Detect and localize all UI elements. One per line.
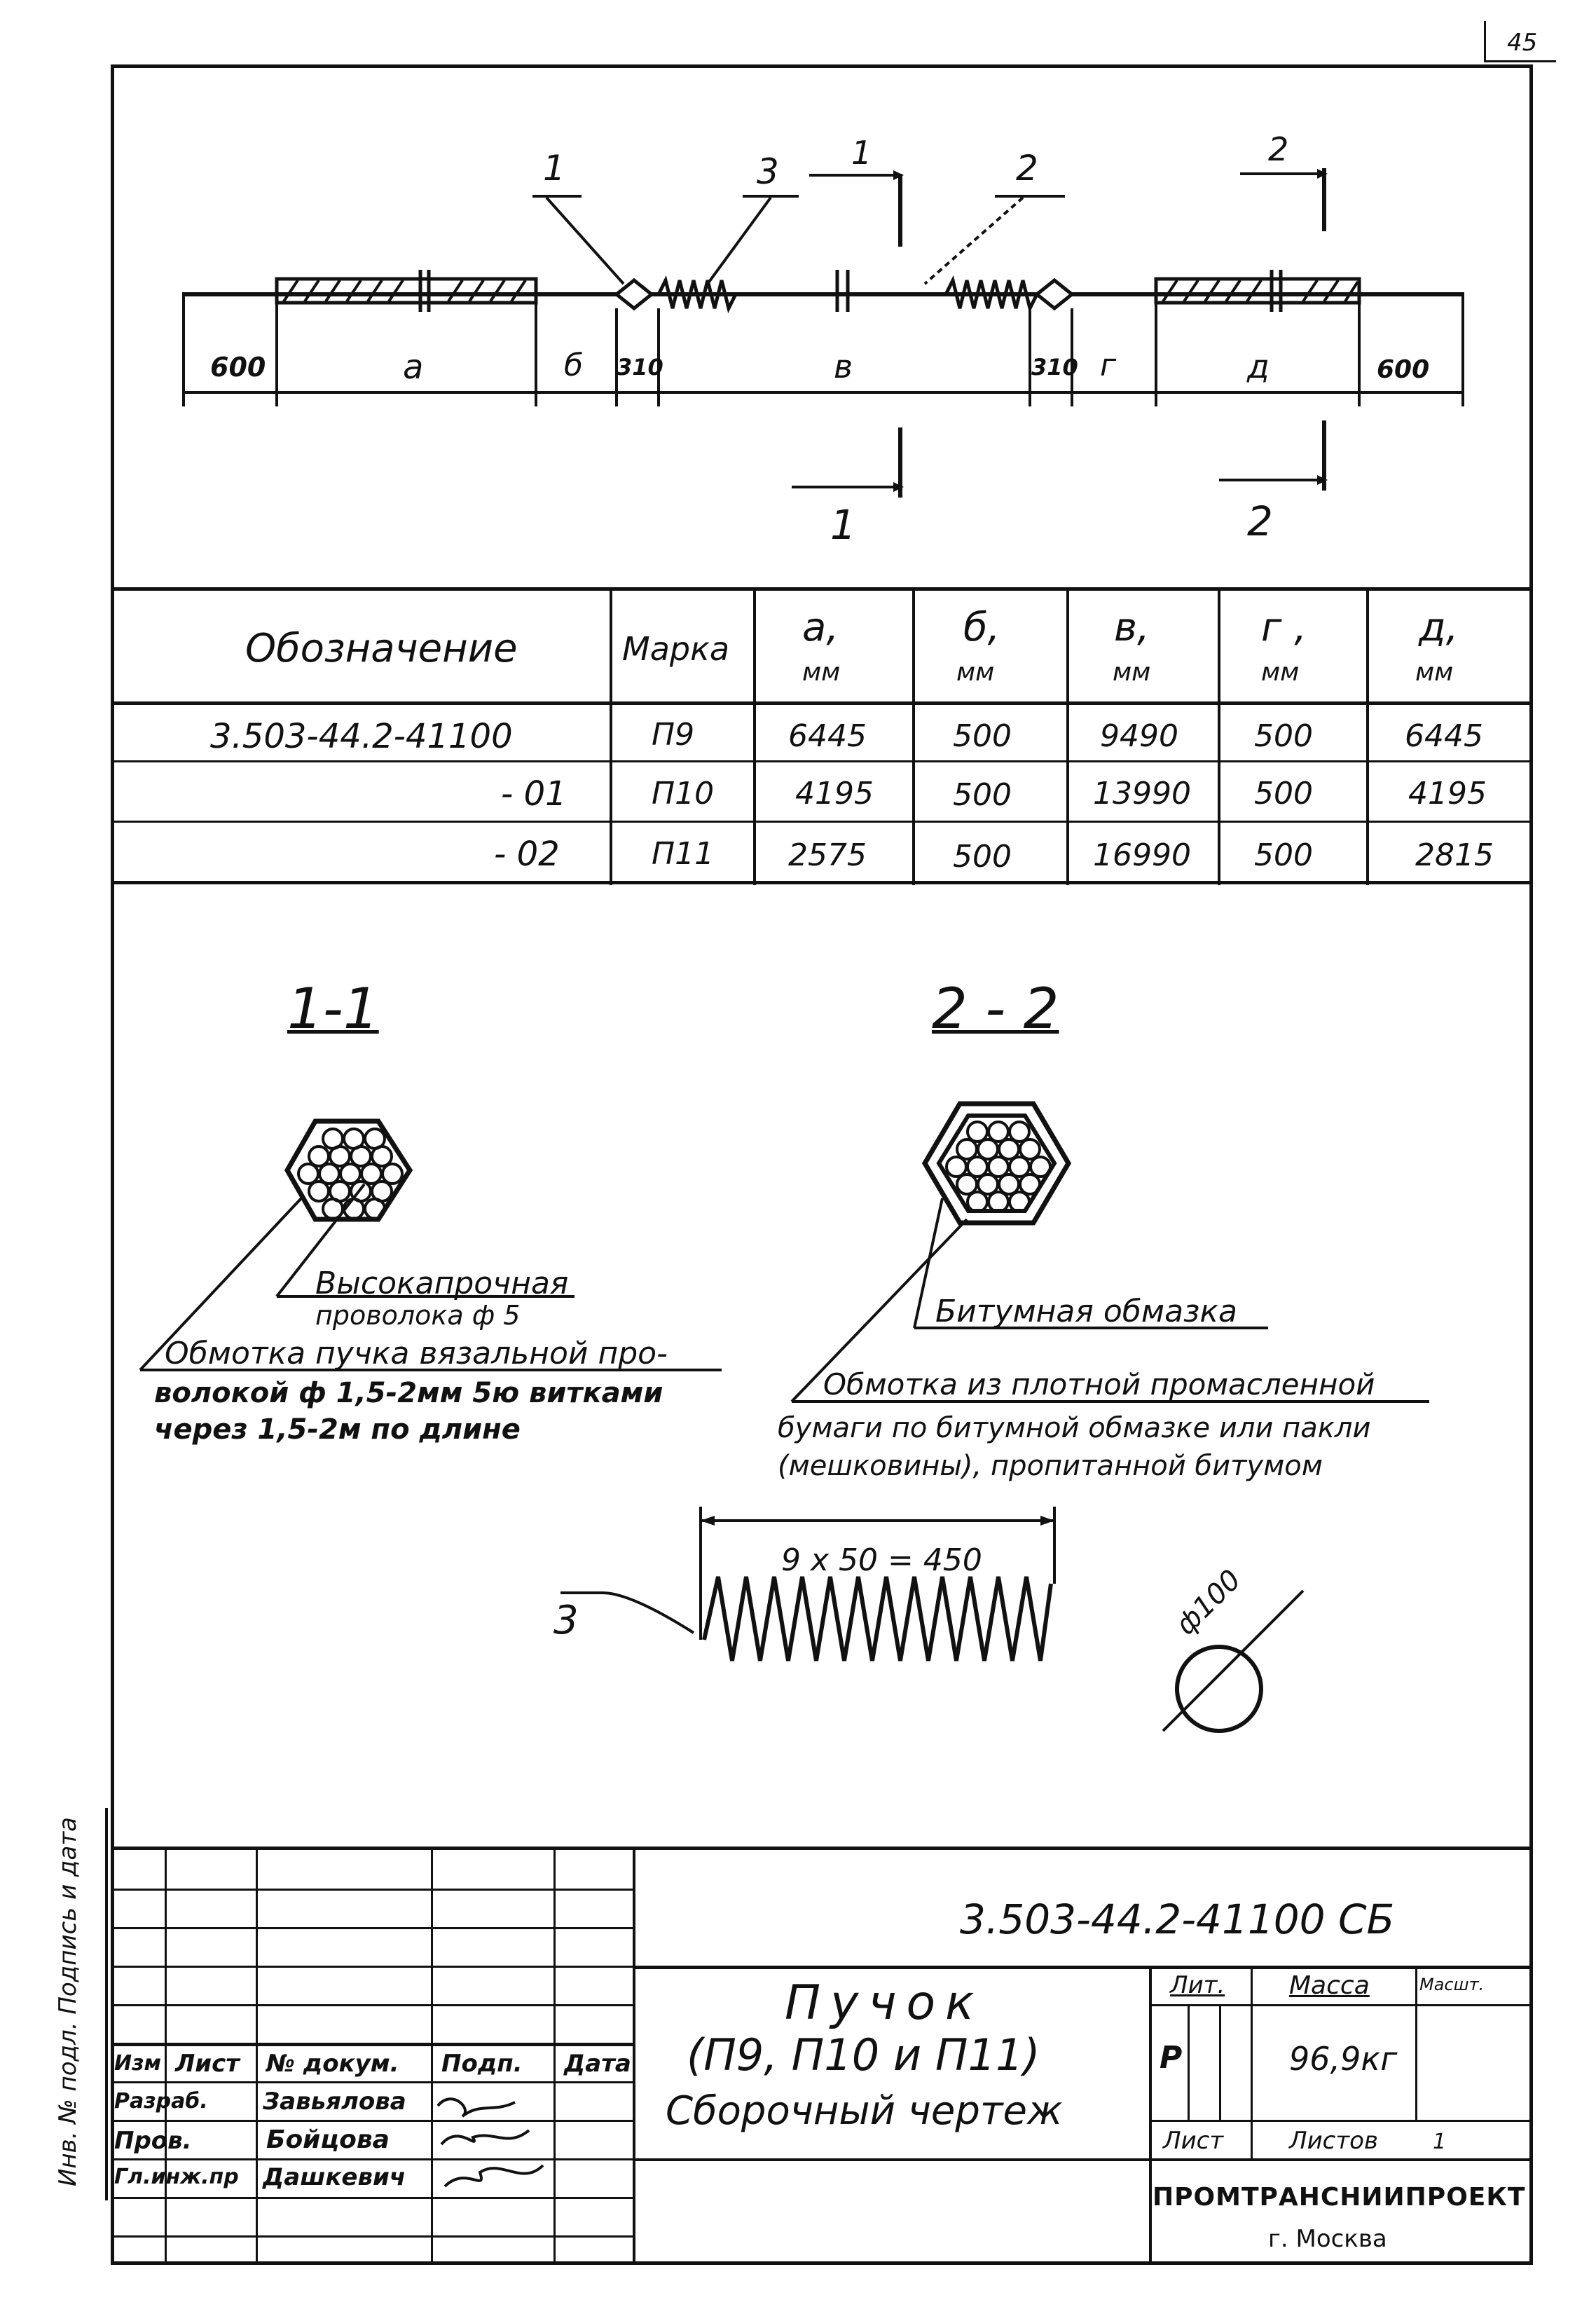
s11-label-wrap: Обмотка пучка вязальной про-: [165, 1336, 668, 1371]
name-chief: Дашкевич: [263, 2163, 406, 2191]
header-g: г ,: [1261, 605, 1307, 650]
s22-label-bitumen: Битумная обмазка: [935, 1294, 1237, 1329]
role-developer: Разраб.: [114, 2089, 208, 2113]
s11-label-wrap-b: волокой ф 1,5-2мм 5ю витками: [154, 1377, 663, 1409]
signatures: [431, 2081, 557, 2200]
header-b: б,: [963, 605, 1000, 650]
row3-designation: - 02: [494, 835, 560, 874]
spring-dim: 9 x 50 = 450: [781, 1542, 982, 1578]
callout-1: 1: [543, 148, 565, 189]
dim-g: г: [1100, 348, 1117, 383]
s11-label-wire: Высокапрочная: [315, 1266, 569, 1301]
s22-label-wrap-b: бумаги по битумной обмазке или пакли: [778, 1412, 1371, 1444]
dim-v: в: [834, 348, 853, 385]
page-number: 45: [1507, 29, 1538, 57]
row3-b: 500: [953, 839, 1012, 875]
org-city: г. Москва: [1268, 2225, 1387, 2253]
sheets-value: 1: [1433, 2130, 1447, 2154]
row3-a: 2575: [788, 837, 867, 873]
s22-label-wrap: Обмотка из плотной промасленной: [823, 1367, 1375, 1402]
lit-value: Р: [1160, 2040, 1183, 2076]
spec-table: [112, 587, 1532, 884]
s22-label-wrap-c: (мешковины), пропитанной битумом: [778, 1450, 1323, 1482]
header-designation: Обозначение: [245, 626, 518, 671]
row2-b: 500: [953, 777, 1012, 813]
row3-mark: П11: [652, 836, 715, 872]
callout-3: 3: [757, 151, 779, 192]
row3-v: 16990: [1093, 837, 1191, 873]
header-a: а,: [802, 605, 839, 650]
dim-b: б: [564, 348, 584, 383]
dim-a: а: [403, 348, 424, 387]
role-chief: Гл.инж.пр: [114, 2165, 239, 2189]
name-developer: Завьялова: [263, 2088, 406, 2116]
row1-a: 6445: [788, 718, 867, 754]
spring-callout: 3: [553, 1598, 579, 1643]
mass-value: 96,9кг: [1289, 2040, 1398, 2078]
header-v-unit: мм: [1113, 658, 1151, 687]
side-stamp: [14, 1808, 108, 2200]
dim-310-left: 310: [617, 354, 663, 381]
assembly-drawing: [0, 0, 1596, 603]
row1-v: 9490: [1100, 718, 1178, 754]
header-a-unit: мм: [802, 658, 841, 687]
header-mark: Марка: [622, 630, 730, 668]
section-mark-1-bottom: 1: [830, 501, 856, 549]
dim-600-right: 600: [1377, 355, 1430, 384]
section-2-2-title: 2 - 2: [932, 976, 1059, 1041]
row1-d: 6445: [1405, 718, 1483, 754]
lit-header: Лит.: [1170, 1971, 1225, 1999]
row2-a: 4195: [795, 776, 874, 811]
row1-b: 500: [953, 718, 1012, 754]
s11-label-wrap-c: через 1,5-2м по длине: [154, 1413, 521, 1446]
dim-600-left: 600: [210, 352, 266, 383]
header-d-unit: мм: [1415, 658, 1454, 687]
section-1-1-title: 1-1: [287, 976, 379, 1041]
row3-d: 2815: [1415, 837, 1494, 873]
header-d: д,: [1419, 605, 1459, 650]
drawing-code: 3.503-44.2-41100 СБ: [960, 1896, 1395, 1943]
header-g-unit: мм: [1261, 658, 1300, 687]
row1-designation: 3.503-44.2-41100: [210, 717, 513, 756]
role-checker: Пров.: [114, 2127, 192, 2155]
drawing-name-3: Сборочный чертеж: [666, 2088, 1063, 2134]
col-list: Лист: [175, 2050, 240, 2078]
col-sign: Подп.: [441, 2050, 523, 2078]
circle-diameter: ф100: [1169, 1563, 1248, 1642]
sheet-label: Лист: [1163, 2127, 1224, 2155]
section-mark-1-top: 1: [851, 134, 872, 172]
dim-d: д: [1247, 348, 1270, 385]
row2-d: 4195: [1408, 776, 1487, 811]
header-v: в,: [1114, 605, 1150, 650]
header-b-unit: мм: [956, 658, 995, 687]
col-izm: Изм: [114, 2051, 162, 2076]
title-block: [112, 1847, 1532, 2265]
org-name: ПРОМТРАНСНИИПРОЕКТ: [1153, 2183, 1526, 2212]
row3-g: 500: [1254, 837, 1313, 873]
side-stamp-text: Инв. № подл. Подпись и дата: [54, 1817, 82, 2186]
row2-mark: П10: [652, 776, 715, 811]
name-checker: Бойцова: [266, 2125, 390, 2154]
row2-v: 13990: [1093, 776, 1191, 811]
mass-header: Масса: [1289, 1971, 1370, 2000]
col-doc: № докум.: [266, 2050, 399, 2078]
drawing-name-1: Пучок: [785, 1975, 984, 2031]
row1-mark: П9: [652, 717, 695, 753]
section-mark-2-top: 2: [1268, 130, 1289, 168]
sheets-label: Листов: [1289, 2127, 1379, 2155]
row2-g: 500: [1254, 776, 1313, 811]
section-mark-2-bottom: 2: [1247, 498, 1273, 545]
scale-header: Масшт.: [1419, 1975, 1485, 1994]
col-date: Дата: [564, 2050, 631, 2078]
dim-310-right: 310: [1031, 354, 1078, 381]
row2-designation: - 01: [501, 774, 567, 814]
callout-2: 2: [1016, 148, 1038, 189]
drawing-name-2: (П9, П10 и П11): [687, 2029, 1040, 2081]
row1-g: 500: [1254, 718, 1313, 754]
s11-label-wire-b: проволока ф 5: [315, 1300, 521, 1331]
